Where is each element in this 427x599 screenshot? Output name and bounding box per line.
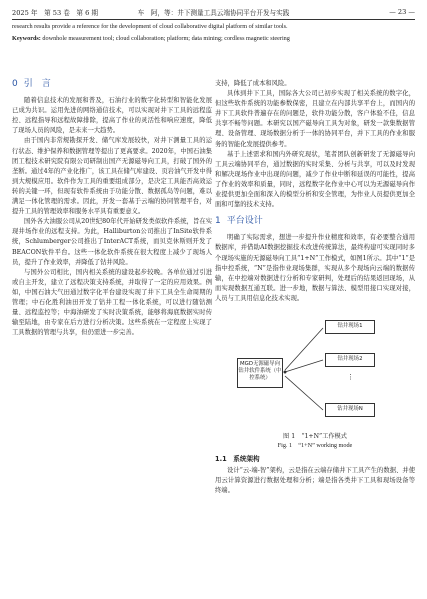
subsection-heading: 1.1 系统架构 (215, 454, 260, 463)
paragraph: 设计“云-端-智”架构，云是指在云端存储井下工具产生的数据、并使用云计算资源进行数据处理和分析；端是指各类井下工具和现场设备等终端。 (215, 467, 415, 495)
section-number: 1 (215, 216, 221, 227)
header-title: 车 阿，等：井下测量工具云端协同平台开发与实践 (137, 9, 290, 17)
paragraph: 支持，降低了成本和风险。 (215, 80, 291, 87)
site-box: 钻井现场1 (325, 320, 375, 334)
paragraph: 具体到井下工具，国际各大公司已初步实现了相关系统的数字化，但这些软件系统的功能参数保密，且建立在内部共享平台上，而国内的井下工具软件普遍存在的问题是，软件功能分散，客户体验不佳，信息共享不畅等问题。本研究以国产磁导向工具为对象，研发一款集数据管理、设备管理、现场数据分析于一体的协同平台，并下工具的作业和服务的智能化发展提供参考。 (215, 90, 415, 148)
paragraph: 由于国内非常规勘探开发、储气库发展较快，对井下测量工具的运行状态、维护保养和数据管理等提出了更高要求。2020年，中国石油集团工程技术研究院有限公司研制出国产无源磁导向工具，打破了国外的垄断。通过4年的产业化推广，该工具在储气库建设、页岩油气开发中得到大规模应用。软件作为工具的重要组成部分，是决定工具能否高效运转的关键一环，但现有软件系统由于功能分散、数据孤岛等问题，难以满足一体化管理的需求。因此，开发一套基于云端的协同管理平台，对提升工具的管理效率和服务水平具有重要意义。 (12, 137, 212, 216)
header-rule (12, 19, 415, 20)
header-issue: 2025 年 第 53 卷 第 6 期 (12, 9, 99, 17)
paragraph: 随着信息技术的发展和普及，石油行业的数字化转型和智能化发展已成为共识。运用先进的网络通信技术，可以实现对井下工具的远程监控、远程指导和远程故障排除，提高了作业的灵活性和响应速度，降低了现场人员的风险，是未来一大趋势。 (12, 97, 212, 135)
ellipsis-dots: ⋮ (347, 372, 354, 381)
figure-caption-en: Fig. 1 “1+N” working mode (277, 441, 353, 449)
site-box: 钻井现场N (325, 403, 375, 417)
paragraph: 明确了实际需求，想进一步提升作业精度和效率，有必要整合通用数据库，并借助AI数据挖掘技术改进传统算法，最终构建可实现同时多个现场实施的无源磁导向工具“1+N”工作模式，如图1所示。其中“1”是指中控系统，“N”是指作业现场集群，实现从多个现场向云端的数据传输，在中控端对数据进行分析和专家研判，处理后的结果返回现场，从而实现数据互通互联。进一步地，数据与算法、模型用接口实现对接，人员与工具用信息化技术实现。 (215, 234, 415, 302)
paragraph: 基于上述需求和国内外研究现状，笔者团队创新研发了无源磁导向工具云端协同平台，通过数据的实时采集、分析与共享，可以及时发现和解决现场作业中出现的问题，减少了作业中断和延误的可能性，提高了作业的效率和质量，同时，远程数字化作业中心可以为无源磁导向作业提供更加全面和深入的模型分析和安全管理，为作业人员提供更加全面和可靠的技术支持。 (215, 150, 415, 209)
section-title: 平台设计 (226, 216, 263, 227)
left-column (12, 79, 212, 338)
section-heading-platform-design (215, 216, 415, 226)
figure-working-mode (215, 310, 415, 430)
keywords-text: downhole measurement tool; cloud collaboration; platform; data mining; cordless magnetic steering (40, 35, 290, 42)
section-number: 0 (12, 79, 18, 89)
running-header (12, 6, 415, 18)
abstract-english-tail: research results provide a reference for the development of cloud collaborative digital platform of similar tools. (12, 23, 288, 30)
paragraph: 国外各大油服公司从20世纪80年代开始研发类似软件系统，旨在实现井场作业的远程支持。为此，Halliburton公司推出了InSite软件系统，Schlumberger公司推出了InterACT系统，而贝克休斯则开发了BEACON软件平台。这些一体化软件系统在很大程度上减少了现场人员，提升了作业效率，并降低了钻井风险。 (12, 218, 212, 266)
figure-caption-cn: 图 1 “1+N”工作模式 (283, 432, 347, 440)
section-heading-intro (12, 79, 212, 89)
header-page-number: — 23 — (389, 8, 415, 16)
right-column (215, 79, 415, 496)
paragraph: 与国外公司相比，国内相关系统的建设起步较晚。各单位通过引进或自主开发，建立了远程决策支持系统，并取得了一定的应用效果。例如，中国石油大气田通过数字化平台建设实现了井下工具全生命周期的管理；中石化胜利油田开发了钻井工程一体化系统，可以进行随钻测量、远程监控等；中海油研发了实时决策系统，能够将海底数据实时传输至陆地，由专家在后方进行分析决策。这些系统在一定程度上实现了工具数据的管理与共享，但仍需进一步完善。 (12, 268, 212, 337)
central-control-box: MGD无源磁导向钻井软件系统（中控系统） (237, 358, 283, 388)
site-box: 钻井现场2 (325, 353, 375, 367)
keywords-label: Keywords: (12, 35, 41, 42)
section-title: 引 言 (23, 79, 51, 89)
keywords (12, 34, 415, 44)
